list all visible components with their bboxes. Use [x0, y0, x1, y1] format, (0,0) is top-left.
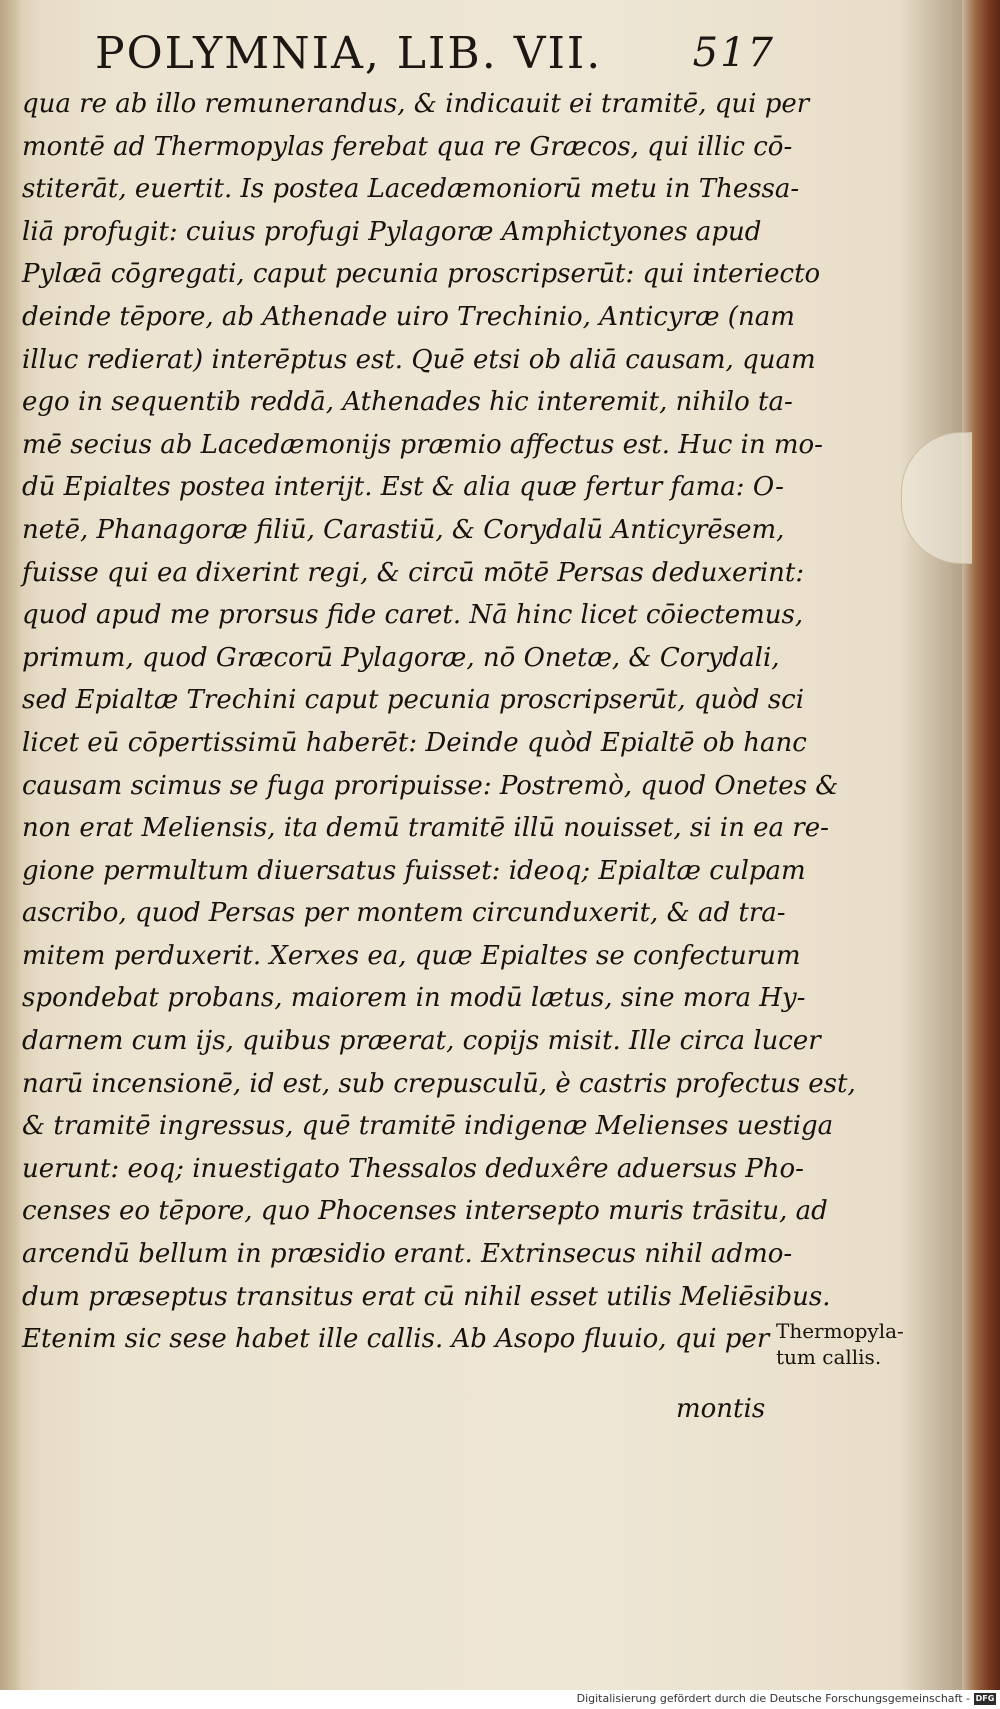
- text-line: & tramitē ingressus, quē tramitē indigenæ Melienses uestiga: [22, 1111, 834, 1142]
- text-line: deinde tēpore, ab Athenade uiro Trechinio, Anticyræ (nam: [22, 301, 795, 332]
- text-line: stiterāt, euertit. Is postea Lacedæmoniorū metu in Thessa-: [22, 174, 800, 205]
- margin-note-line: Thermopyla-: [776, 1319, 904, 1343]
- running-header: [95, 28, 775, 80]
- text-line: illuc redierat) interēptus est. Quē etsi ob aliā causam, quam: [22, 344, 816, 375]
- page-tab: [901, 432, 972, 564]
- text-line: quod apud me prorsus fide caret. Nā hinc licet cōiectemus,: [22, 600, 804, 631]
- page-edge: [962, 0, 1000, 1690]
- text-line: sed Epialtæ Trechini caput pecunia proscripserūt, quòd sci: [22, 685, 805, 716]
- text-line: Pylæā cōgregati, caput pecunia proscripserūt: qui interiecto: [22, 259, 821, 290]
- text-line: netē, Phanagoræ filiū, Carastiū, & Corydalū Anticyrēsem,: [22, 514, 785, 545]
- text-line: causam scimus se fuga proripuisse: Postremò, quod Onetes &: [22, 770, 839, 801]
- text-line: qua re ab illo remunerandus, & indicauit ei tramitē, qui per: [22, 89, 810, 119]
- footer: [0, 1690, 1000, 1709]
- funding-credit: Digitalisierung gefördert durch die Deutsche Forschungsgemeinschaft -: [576, 1692, 970, 1705]
- text-line: montē ad Thermopylas ferebat qua re Græcos, qui illic cō-: [22, 131, 793, 162]
- page-number: 517: [692, 30, 775, 76]
- text-line: primum, quod Græcorū Pylagoræ, nō Onetæ, & Corydali,: [22, 642, 780, 673]
- text-line: darnem cum ijs, quibus præerat, copijs misit. Ille circa lucer: [22, 1026, 821, 1057]
- text-line: uerunt: eoq; inuestigato Thessalos deduxêre aduersus Pho-: [22, 1153, 804, 1184]
- text-line: dū Epialtes postea interijt. Est & alia quæ fertur fama: O-: [22, 472, 784, 503]
- text-line: mitem perduxerit. Xerxes ea, quæ Epialtes se confecturum: [22, 940, 801, 971]
- dfg-logo: DFG: [975, 1694, 995, 1703]
- text-line: licet eū cōpertissimū haberēt: Deinde quòd Epialtē ob hanc: [22, 727, 807, 758]
- catchword: montis: [676, 1394, 766, 1424]
- text-line: fuisse qui ea dixerint regi, & circū mōtē Persas deduxerint:: [22, 557, 805, 588]
- text-line: censes eo tēpore, quo Phocenses intersepto muris trāsitu, ad: [22, 1196, 828, 1227]
- text-line: ego in sequentib reddā, Athenades hic interemit, nihilo ta-: [22, 387, 793, 418]
- text-line: arcendū bellum in præsidio erant. Extrinsecus nihil admo-: [22, 1239, 793, 1270]
- text-line: non erat Meliensis, ita demū tramitē illū nouisset, si in ea re-: [22, 813, 829, 844]
- running-title: POLYMNIA, LIB. VII.: [95, 28, 603, 79]
- margin-note-line: tum callis.: [776, 1345, 882, 1369]
- text-line: ascribo, quod Persas per montem circunduxerit, & ad tra-: [22, 898, 786, 929]
- margin-note: [776, 1318, 936, 1370]
- text-line: dum præseptus transitus erat cū nihil esset utilis Meliēsibus.: [22, 1281, 831, 1312]
- text-line: narū incensionē, id est, sub crepusculū, è castris profectus est,: [22, 1068, 856, 1099]
- text-line: mē secius ab Lacedæmonijs præmio affectus est. Huc in mo-: [22, 429, 823, 460]
- text-line: gione permultum diuersatus fuisset: ideoq; Epialtæ culpam: [22, 855, 806, 886]
- text-line: liā profugit: cuius profugi Pylagoræ Amphictyones apud: [22, 216, 762, 247]
- binding-gutter: [0, 0, 20, 1690]
- text-line: spondebat probans, maiorem in modū lætus, sine mora Hy-: [22, 983, 806, 1014]
- text-line: Etenim sic sese habet ille callis. Ab Asopo fluuio, qui per: [22, 1324, 770, 1355]
